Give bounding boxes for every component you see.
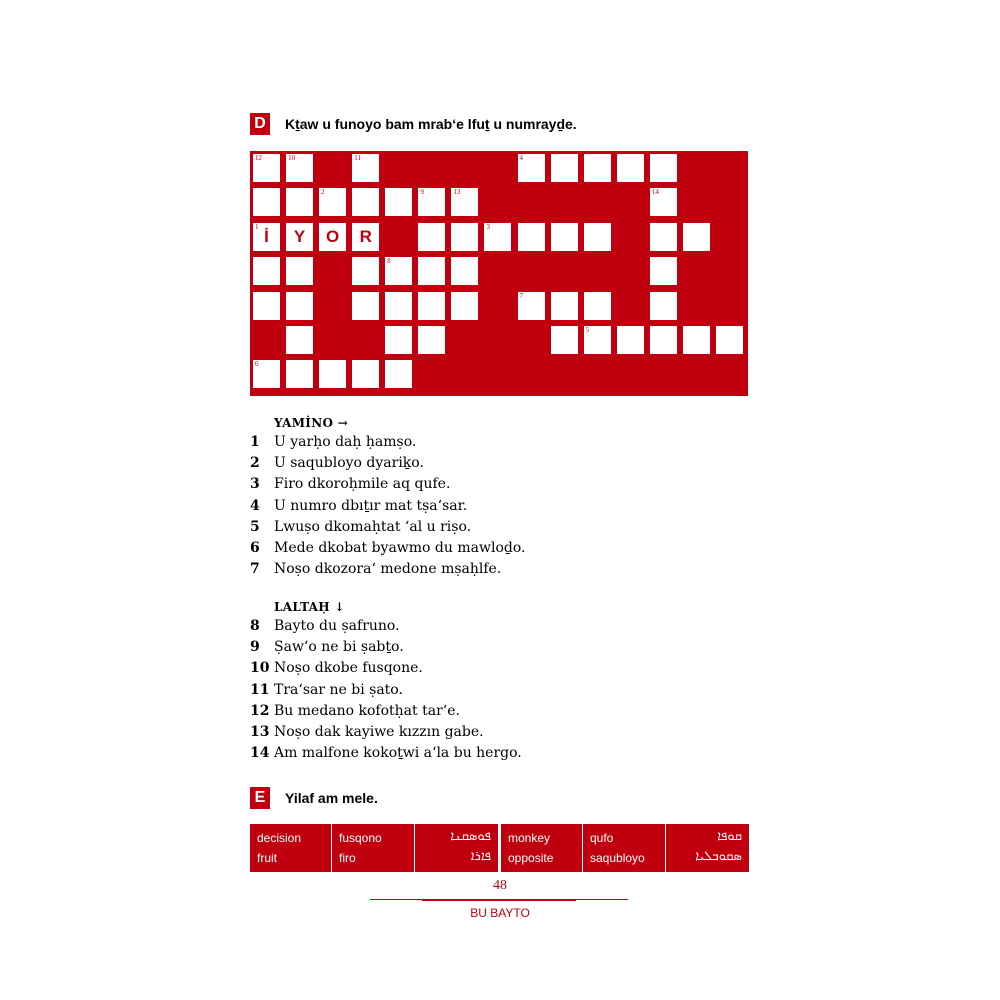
clue-number: 10 [250,660,270,677]
section-d-badge [250,113,270,135]
grid-cell[interactable] [583,153,612,183]
grid-cell[interactable] [417,291,446,321]
grid-cell[interactable] [285,153,314,183]
grid-cell[interactable] [417,256,446,286]
clue-across [250,519,471,540]
grid-cell[interactable] [252,187,281,217]
clue-number: 2 [250,455,260,472]
vocabulary-table [250,824,749,872]
grid-cell[interactable] [450,222,479,252]
grid-cell[interactable] [649,325,678,355]
grid-cell[interactable] [285,359,314,389]
clue-across [250,455,424,476]
divider [331,824,332,872]
clue-down [250,703,460,724]
clue-text: U yarḥo daḥ ḥamṣo. [274,434,417,450]
cell-letter: Y [293,226,306,246]
grid-cell[interactable] [550,291,579,321]
clue-text: U saqubloyo dyariḵo. [274,455,424,472]
clue-down [250,682,403,703]
grid-cell[interactable] [384,359,413,389]
grid-cell[interactable] [318,187,347,217]
grid-cell[interactable] [616,325,645,355]
grid-cell[interactable] [285,187,314,217]
vocab-syriac: ܣܩܘܒܠܝܐ [695,849,742,864]
grid-cell[interactable] [450,187,479,217]
crossword-grid [250,151,748,396]
clue-text: Mede dkobat byawmo du mawloḏo. [274,540,526,556]
cell-number: 6 [255,360,259,369]
clue-down [250,618,400,639]
vocab-latin: fusqono [339,831,382,845]
clue-number: 8 [250,618,260,634]
grid-cell[interactable] [252,222,281,252]
divider [665,824,666,872]
vocab-english: fruit [257,851,278,865]
grid-cell[interactable] [517,222,546,252]
clue-across [250,476,450,497]
cell-number: 13 [453,188,461,197]
vocab-syriac: ܦܘܣܩܢܐ [450,829,491,844]
grid-cell[interactable] [483,222,512,252]
vocab-syriac: ܦܐܪܐ [470,849,491,864]
grid-cell[interactable] [450,256,479,286]
clue-text: U numro dbıṯır mat tṣa‘sar. [274,497,468,514]
cell-number: 4 [519,154,524,162]
clue-number: 11 [250,681,270,698]
cell-number: 8 [387,257,391,266]
grid-cell[interactable] [384,325,413,355]
across-heading: YAMİNO → [274,416,349,430]
vocab-box-right [501,824,749,872]
grid-cell[interactable] [517,291,546,321]
cell-number: 2 [321,188,325,197]
grid-cell[interactable] [285,256,314,286]
clue-number: 14 [250,745,270,762]
grid-cell[interactable] [682,222,711,252]
clue-number: 12 [250,702,270,719]
grid-cell[interactable] [583,325,612,355]
grid-cell[interactable] [682,325,711,355]
clue-number: 7 [250,561,260,578]
clue-text: Noṣo dkobe fusqone. [274,660,423,677]
grid-cell[interactable] [318,222,347,252]
clue-text: Noṣo dkozora‘ medone mṣaḥlfe. [274,561,502,578]
clue-number: 5 [250,518,260,535]
clue-text: Tra‘sar ne bi ṣato. [274,681,403,698]
cell-number: 11 [354,154,361,162]
cell-letter: O [326,226,340,246]
grid-cell[interactable] [583,222,612,252]
grid-cell[interactable] [384,256,413,286]
grid-cell[interactable] [384,291,413,321]
clue-number: 4 [250,497,260,514]
section-d-instruction: Kṯaw u funoyo bam mrab‘e lfuṯ u numrayḏe. [285,116,577,132]
cell-number: 7 [519,291,524,300]
grid-cell[interactable] [450,291,479,321]
clue-down [250,660,423,681]
grid-cell[interactable] [252,256,281,286]
grid-cell[interactable] [417,222,446,252]
vocab-latin: saqubloyo [590,851,645,865]
cell-number: 12 [255,154,262,162]
grid-cell[interactable] [351,359,380,389]
clue-across [250,498,467,519]
clue-text: Noṣo dak kayiwe kızzın gabe. [274,724,484,740]
cell-number: 5 [585,326,590,334]
divider [582,824,583,872]
cell-number: 9 [420,188,424,197]
book-title: BU BAYTO [470,906,530,920]
page-number: 48 [493,878,507,893]
grid-cell[interactable] [649,222,678,252]
vocab-latin: firo [339,851,356,865]
section-e-instruction: Yilaf am mele. [285,790,378,806]
grid-cell[interactable] [583,291,612,321]
grid-cell[interactable] [318,359,347,389]
vocab-english: monkey [508,831,551,845]
grid-cell[interactable] [252,153,281,183]
clue-down [250,639,404,660]
grid-cell[interactable] [417,325,446,355]
divider [414,824,415,872]
clue-number: 1 [250,434,260,450]
grid-cell[interactable] [285,291,314,321]
cell-letter: İ [264,226,269,246]
clue-down [250,745,522,766]
grid-cell[interactable] [649,153,678,183]
section-e-badge [250,787,270,809]
grid-cell[interactable] [384,187,413,217]
grid-cell[interactable] [351,153,380,183]
down-heading: LALTAḤ ↓ [274,600,345,614]
clue-text: Bu medano kofotḥat tar‘e. [274,702,460,719]
grid-cell[interactable] [715,325,744,355]
grid-cell[interactable] [550,222,579,252]
grid-cell[interactable] [649,187,678,217]
grid-cell[interactable] [351,256,380,286]
grid-cell[interactable] [351,187,380,217]
vocab-box-left [250,824,498,872]
grid-cell[interactable] [550,325,579,355]
clue-across [250,434,416,455]
grid-cell[interactable] [285,222,314,252]
cell-letter: R [359,226,372,246]
grid-cell[interactable] [649,291,678,321]
footer-rule-thick [422,899,577,901]
grid-cell[interactable] [616,153,645,183]
clue-number: 9 [250,639,260,656]
vocab-english: decision [257,831,302,845]
vocab-syriac: ܩܘܦܐ [717,829,742,844]
vocab-english: opposite [508,851,554,865]
clue-text: Am malfone kokoṯwi a‘la bu hergo. [274,745,522,762]
clue-across [250,561,501,582]
cell-number: 1 [255,222,259,231]
clue-text: Lwuṣo dkomaḥtat ‘al u riṣo. [274,518,472,535]
grid-cell[interactable] [252,291,281,321]
footer-rule [370,899,628,901]
grid-cell[interactable] [252,359,281,389]
clue-text: Ṣaw‘o ne bi ṣabṯo. [274,639,404,656]
section-d-letter: D [254,115,266,132]
grid-cell[interactable] [550,153,579,183]
clue-text: Bayto du ṣafruno. [274,618,400,634]
grid-cell[interactable] [517,153,546,183]
cell-number: 10 [288,154,296,162]
section-e-letter: E [254,789,266,806]
grid-cell[interactable] [351,291,380,321]
cell-number: 14 [651,188,659,197]
clue-number: 3 [250,476,260,493]
clue-number: 6 [250,540,260,556]
grid-cell[interactable] [417,187,446,217]
clue-text: Firo dkoroḥmile aq qufe. [274,476,451,493]
vocab-latin: qufo [590,831,614,845]
grid-cell[interactable] [649,256,678,286]
clue-down [250,724,484,745]
grid-cell[interactable] [285,325,314,355]
clue-across [250,540,525,561]
clue-number: 13 [250,724,270,740]
grid-cell[interactable] [351,222,380,252]
cell-number: 3 [486,222,490,231]
